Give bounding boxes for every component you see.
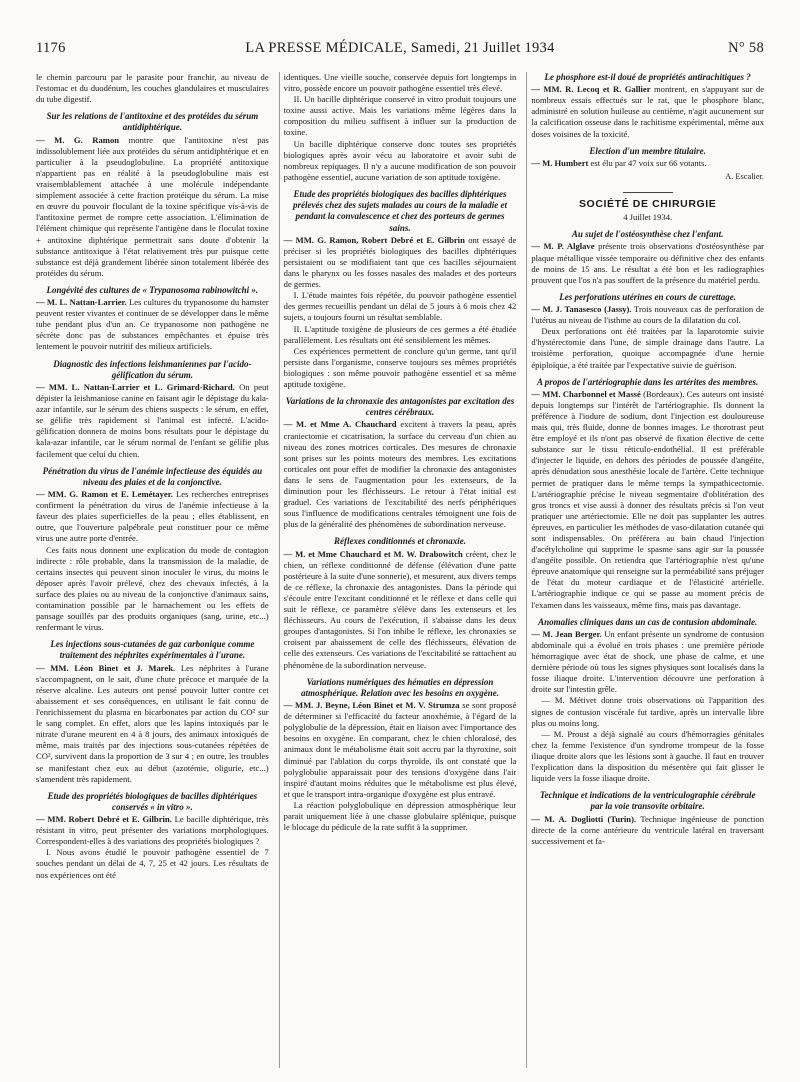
article xyxy=(531,72,764,140)
article-paragraph xyxy=(36,847,269,880)
article xyxy=(531,292,764,371)
continued-text: identiques. Une vieille souche, conservée depuis fort longtemps in vitro, possède encore un pouvoir pathogène essentiel très élevé. xyxy=(283,72,517,94)
society-heading: SOCIÉTÉ DE CHIRURGIE xyxy=(578,198,717,211)
article-title: Le phosphore est-il doué de propriétés antirachitiques ? xyxy=(544,72,751,82)
paragraph-text: I. L'étude maintes fois répétée, du pouvoir pathogène essentiel des germes recueillis pendant un délai de 5 jours à 6 mois chez 42 sujets, a toujours fourni un résultat semblable. xyxy=(283,290,517,323)
column-2 xyxy=(279,72,517,1068)
article-title: Au sujet de l'ostéosynthèse chez l'enfant. xyxy=(571,229,724,240)
article-author: — M. et Mme A. Chauchard xyxy=(283,419,397,430)
article-title: Longévité des cultures de « Trypanosoma rabinowitchi ». xyxy=(46,284,259,295)
article-title: Technique et indications de la ventriculographie cérébrale par la voie transovite orbitaire. xyxy=(539,790,756,812)
article-title: Sur les relations de l'antitoxine et des protéides du sérum antidiphtérique. xyxy=(46,111,259,133)
column-1 xyxy=(36,72,269,1068)
article-paragraph xyxy=(531,326,764,370)
paragraph-text: se sont proposé de déterminer si l'efficacité du facteur anoxhémie, à l'égard de la polyglobulie de la dépression, était en liaison avec l'importance des besoins en oxygène. En comparant, chez le chien chloralosé, des animaux dont le métabolisme était soit accru par la thyroxine, soit diminué par l'ablation du corps thyroïde, ils ont constaté que la polyglobulie apparaissait pour des tensions d'oxygène dans l'air inspiré d'autant moins réduites que le métabolisme est plus élevé, et que le transport intra-organique d'oxygène est plus entravé. xyxy=(283,700,517,799)
page-number: 1176 xyxy=(36,40,66,56)
article xyxy=(284,536,517,670)
article-title: Variations de la chronaxie des antagonistes par excitation des centres cérébraux. xyxy=(285,396,515,418)
article-title: Anomalies cliniques dans un cas de contusion abdominale. xyxy=(538,616,758,627)
article-paragraph xyxy=(531,304,764,326)
article xyxy=(531,229,764,286)
article-title: Election d'un membre titulaire. xyxy=(589,145,706,156)
article-paragraph xyxy=(284,700,517,800)
article-author: — M. G. Ramon xyxy=(36,134,120,145)
article-author: — M. et Mme Chauchard et M. W. Drabowitch xyxy=(283,548,463,559)
article xyxy=(531,146,764,169)
article-paragraph xyxy=(284,290,517,323)
article-paragraph xyxy=(531,389,764,611)
article-title: Etude des propriétés biologiques des bacilles diphtériques prélevés chez des sujets malades au cours de la maladie et pendant la convalescence et chez des porteurs de germes sains. xyxy=(293,188,507,233)
paragraph-text: Les cultures du trypanosome du hamster peuvent rester vivantes et continuer de se développer dans le même tube pendant plus d'un an. Ce trypanosome non pathogène ne sécrète donc pas de substances empêchantes et épuise très lentement le pouvoir nutritif des milieux artificiels. xyxy=(36,297,269,352)
paragraph-text: montre que l'antitoxine n'est pas indissolublement liée aux protéides du sérum antidiphtérique et en particulier à la pseudoglobuline. La propriété antitoxique n'appartient pas en réalité à la pseudoglobuline mais est vraisemblablement attachée à une molécule indépendante simplement associée à cette fraction protéique du sérum. La mise en œuvre du pouvoir floculant de la toxine spécifique vis-à-vis de l'antitoxine permet de rompre cette association. L'élimination de l'élément chimique qui représente l'antigène dans le floculat toxine + antitoxine diphtérique permettrait sans doute d'obtenir la substance antitoxique à l'état relativement très pur puisque cette substance est déjà grandement libérée sinon totalement libérée des protéides du sérum. xyxy=(36,134,269,278)
paragraph-text: Deux perforations ont été traitées par la laparotomie suivie d'hystérectomie dans l'une, de simple drainage dans l'autre. La troisième perforation, quoique accompagnée d'une hernie épiploïque, a été traitée par l'expectative suivie de guérison. xyxy=(531,326,764,370)
article-author: — M. P. Alglave xyxy=(531,241,595,252)
article xyxy=(36,111,269,279)
paragraph-text: II. Un bacille diphtérique conservé in vitro produit toujours une toxine aussi active. Mais les variations même légères dans la composition du milieu suffisent à influer sur la production de toxine. xyxy=(283,94,517,138)
paragraph-text: Un enfant présente un syndrome de contusion abdominale qui a évolué en trois phases : une première période hémorragique avec état de shock, une phase de calme, et une dernière période où tous les signes physiques sont localisés dans la fosse iliaque droite. L'intervention découvre une perforation à droite sur l'intestin grêle. xyxy=(531,628,764,695)
article-paragraph xyxy=(531,729,764,784)
paragraph-text: La réaction polyglobulique en dépression atmosphérique leur parait uniquement liée à une chasse globulaire splénique, puisque le blocage du pédicule de la rate suffit à la supprimer. xyxy=(283,799,517,833)
article xyxy=(36,285,269,353)
article-paragraph xyxy=(284,800,517,833)
article-author: — MM. L. Nattan-Larrier et L. Grimard-Richard. xyxy=(36,381,235,392)
paragraph-text: est élu par 47 voix sur 66 votants. xyxy=(590,157,707,168)
article xyxy=(36,359,269,460)
paragraph-text: Trois nouveaux cas de perforation de l'utérus au niveau de l'isthme au cours de la dilatation du col. xyxy=(531,304,764,326)
paragraph-text: présente trois observations d'ostéosynthèse par plaque métallique vissée temporaire ou définitive chez des enfants de moins de 15 ans. Le résultat a été bon et les radiographies prouvent que l'os n'a pas souffert de la présence du matériel perdu. xyxy=(531,241,764,285)
article-title: Pénétration du virus de l'anémie infectieuse des équidés au niveau des plaies et de la conjonctive. xyxy=(42,465,263,487)
paragraph-text: ont essayé de préciser si les propriétés biologiques des bacilles diphtériques persistaient ou se modifiaient tant que ces bacilles séjournaient dans le pharynx ou les fosses nasales des malades et des porteurs de germes. xyxy=(283,234,517,290)
issue-number: N° 58 xyxy=(728,40,764,56)
article xyxy=(36,791,269,881)
article xyxy=(531,617,764,785)
article xyxy=(531,790,764,847)
article-paragraph xyxy=(36,382,269,460)
columns xyxy=(36,72,764,1068)
article-author: — M. Humbert xyxy=(531,157,589,168)
article-title: Les injections sous-cutanées de gaz carbonique comme traitement des néphrites expérimentales à l'urane. xyxy=(50,639,255,661)
paragraph-text: Les néphrites à l'urane s'accompagnent, on le sait, d'une chute précoce et marquée de la réserve alcaline. Les auteurs ont pensé pouvoir lutter contre cet abaissement et ses conséquences, en utilisant le fait connu de l'enrichissement du plasma en bicarbonates par action du CO² sur le sang complet. En effet, alors que les lapins intoxiqués par le nitrate d'urane meurent en 4 à 8 jours, des animaux intoxiqués de même, mais traités par des injections sous-cutanées répétées de CO², survivent dans la proportion de 3 sur 4 ; en outre, les troubles se manifestant chez eux au début (azotémie, oligurie, etc...) s'amendent très rapidement. xyxy=(36,662,269,784)
article-paragraph xyxy=(284,235,517,290)
article-author: — M. A. Dogliotti (Turin). xyxy=(531,813,637,824)
article-author: — MM. G. Ramon, Robert Debré et E. Gilbrin xyxy=(283,234,465,245)
article-paragraph xyxy=(284,419,517,530)
paragraph-text: excitent à travers la peau, après craniectomie et cicatrisation, la surface du cerveau d'un chien au niveau des zones motrices corticales. Des mesures de chronaxie sont prises sur les points moteurs des membres. Les excitations corticales ont pour effet de modifier la chronaxie des antagonistes dans le sens de l'augmentation pour les extenseurs, de la diminution pour les fléchisseurs. Le retour à l'état initial est graduel. Ces variations de l'excitabilité des nerfs périphériques sous l'influence de modifications centrales témoignent une fois de plus de la généralité des phénomènes de subordination nerveuse. xyxy=(283,419,517,530)
paragraph-text: On peut dépister la leishmaniose canine en faisant agir le dépistage du kala-azar infantile, sur le sérum des chiens suspects : le sérum, en effet, se gélifie très rapidement si l'animal est infecté. L'acido-gélification donnera de moins bons résultats pour le dépistage du kala-azar infantile, car le sérum normal de l'enfant se gélifie plus facilement que celui du chien. xyxy=(36,381,269,459)
paragraph-text: (Bordeaux). Ces auteurs ont insisté depuis longtemps sur l'intérêt de l'artériographie. Ils donnent la préférence à l'iodure de sodium, dont l'injection est douloureuse mais qui, très fluide, donne de bonnes images. Le thorotrast peut être employé et ils n'ont pas observé de fixation élective de cette substance sur le tissu réticulo-endothélial. Il est préférable d'injecter le liquide, en dehors des périodes de poussée d'angéite, après dénudation sous anesthésie locale de l'artère. Cette technique permet de pratiquer dans le même temps la sympathicectomie. L'artériographie précise le niveau segmentaire d'oblitération des gros troncs et vise aussi à donner des résultats précis si l'on veut pratiquer une artériectomie. Elle ne doit pas supplanter les autres épreuves, en particulier les méthodes de vaso-dilatation cutanée qui sont indispensables. On préférera au bain chaud l'injection d'acétylcholine qui supprime le spasme sans agir sur la poussée d'angéite possible. On retiendra que l'artériographie n'est qu'une épreuve anatomique qui renseigne sur la perméabilité sans préjuger de l'état du moteur cardiaque et de l'élasticité artérielle. L'artériographie indique ce qui se passe au moment précis de l'examen dans les vaisseaux, même fins, mais pas davantage. xyxy=(531,388,764,610)
paragraph-text: créent, chez le chien, un réflexe conditionné de défense (élévation d'une patte postérieure à la suite d'une sonnerie), et mesurent, aux divers temps de ce réflexe, la chronaxie des antagonistes. Dans la période qui s'écoule entre l'excitant conditionné et le réflexe et dans celle qui suit le réflexe, ce paramètre s'élève dans les extenseurs et les fléchisseurs. Au cours de l'exécution, il s'abaisse dans les deux groupes d'antagonistes. Si l'on inhibe le réflexe, les chronaxies se croisent par abaissement de celle des fléchisseurs, élévation de celle des extenseurs. Ces variations de l'excitabilité se rattachent au phénomène de la subordination nerveuse. xyxy=(283,548,517,670)
article-title: Etude des propriétés biologiques de bacilles diphtériques conservés « in vitro ». xyxy=(47,790,258,812)
signature: A. Escalier. xyxy=(725,171,764,181)
article-author: — M. Jean Berger. xyxy=(531,628,602,639)
article-paragraph xyxy=(531,629,764,696)
article-paragraph xyxy=(531,84,764,139)
article-author: — M. L. Nattan-Larrier. xyxy=(36,297,127,308)
article-paragraph xyxy=(531,158,764,169)
article-paragraph xyxy=(531,695,764,728)
paragraph-text: montrent, en s'appuyant sur de nombreux essais effectués sur le rat, que le phosphore blanc, administré en solution huileuse au centième, n'agit aucunement sur la calcification osseuse dans le rachitisme expérimental, même aux doses voisines de la toxicité. xyxy=(531,84,764,139)
article-paragraph xyxy=(36,297,269,352)
article xyxy=(531,377,764,611)
article xyxy=(284,677,517,834)
article-author: — MM. J. Beyne, Léon Binet et M. V. Strumza xyxy=(283,700,460,711)
masthead xyxy=(36,40,764,64)
article-title: Les perforations utérines en cours de curettage. xyxy=(559,291,737,302)
article-paragraph xyxy=(36,545,269,634)
article-author: — MM. Robert Debré et E. Gilbrin. xyxy=(36,814,172,825)
session-date: 4 Juillet 1934. xyxy=(623,212,673,223)
article-author: — M. J. Tanasesco (Jassy). xyxy=(531,304,632,315)
article-title: Réflexes conditionnés et chronaxie. xyxy=(334,536,466,547)
article-paragraph xyxy=(36,814,269,847)
paragraph-text: — M. Métivet donne trois observations où l'apparition des signes de contusion viscérale fut tardive, après un intervalle libre plus ou moins long. xyxy=(531,695,764,728)
article-author: — MM. Charbonnel et Massé xyxy=(531,388,641,399)
journal-title: LA PRESSE MÉDICALE, Samedi, 21 Juillet 1934 xyxy=(245,40,555,56)
article-paragraph xyxy=(36,663,269,785)
paragraph-text: — M. Proust a déjà signalé au cours d'hémorragies génitales chez la femme l'existence d'un syndrome trompeur de la fosse iliaque droite alors que les lésions sont à gauche. Il faut en trouver l'explication dans la disposition du mésentère qui fait glisser le liquide vers la fosse iliaque droite. xyxy=(531,728,764,784)
paragraph-text: Un bacille diphtérique conserve donc toutes ses propriétés biologiques après avoir vécu au laboratoire et avoir subi de nombreux repiquages. Il n'y a aucune modification de son pouvoir pathogène essentiel, aucune variation de son aptitude toxigène. xyxy=(283,138,517,182)
article xyxy=(284,396,517,530)
article xyxy=(36,639,269,784)
paragraph-text: II. L'aptitude toxigène de plusieurs de ces germes a été étudiée parallèlement. Les résultats ont été sensiblement les mêmes. xyxy=(283,323,517,345)
article-paragraph xyxy=(284,346,517,390)
article-paragraph xyxy=(36,489,269,544)
paragraph-text: Ces faits nous donnent une explication du mode de contagion indirecte : rôle probable, dans la transmission de la maladie, de certains insectes qui peuvent sinon inoculer le virus, du moins le déposer après l'avoir prélevé, chez des chevaux infectés, à la surface des plaies ou au niveau de la conjonctive d'animaux sains, contamination possible par le harnachement ou les effets de pansage souillés par des produits organiques (sang, urine, etc...) renfermant le virus. xyxy=(36,544,269,633)
article-author: — MM. G. Ramon et E. Lemétayer. xyxy=(36,489,173,500)
article-paragraph xyxy=(531,814,764,847)
article-title: Diagnostic des infections leishmaniennes par l'acido-gélification du sérum. xyxy=(53,358,252,380)
article-paragraph xyxy=(284,549,517,671)
divider-rule xyxy=(623,192,673,193)
paragraph-text: Ces expériences permettent de conclure qu'un germe, tant qu'il persiste dans l'organisme, conserve toujours ses mêmes propriétés biologiques : son même pouvoir pathogène essentiel et sa même aptitude toxigène. xyxy=(283,345,517,389)
article-paragraph xyxy=(284,324,517,346)
continued-text: le chemin parcouru par le parasite pour franchir, au niveau de l'estomac et du duodénum, les couches glandulaires et musculaires du tube digestif. xyxy=(36,72,269,105)
column-3 xyxy=(526,72,764,1068)
article-author: — MM. R. Lecoq et R. Gallier xyxy=(531,84,651,95)
article-title: Variations numériques des hématies en dépression atmosphérique. Relation avec les besoins en oxygène. xyxy=(301,676,499,698)
paragraph-text: Technique ingénieuse de ponction directe de la corne antérieure du ventricule latéral en traversant successivement et fa- xyxy=(531,813,764,846)
article xyxy=(36,466,269,634)
paragraph-text: Le bacille diphtérique, très résistant in vitro, peut présenter des variations morphologiques. Correspondent-elles à des variations des propriétés biologiques ? xyxy=(36,814,269,847)
article xyxy=(284,189,517,390)
paragraph-text: I. Nous avons étudié le pouvoir pathogène essentiel de 7 souches pendant un délai de 4, 7, 25 et 42 jours. Les résultats de nos expériences ont été xyxy=(36,847,269,880)
article-paragraph xyxy=(36,135,269,279)
article-author: — MM. Léon Binet et J. Marek. xyxy=(36,662,176,673)
article-title: A propos de l'artériographie dans les artérites des membres. xyxy=(537,376,759,387)
paragraph-text: Les recherches entreprises confirment la pénétration du virus de l'anémie infectieuse à la faveur des plaies superficielles de la peau ; elles établissent, en outre, que l'ouverture palpébrale peut constituer pour ce même virus une autre porte d'entrée. xyxy=(36,489,269,544)
article-paragraph xyxy=(531,241,764,285)
